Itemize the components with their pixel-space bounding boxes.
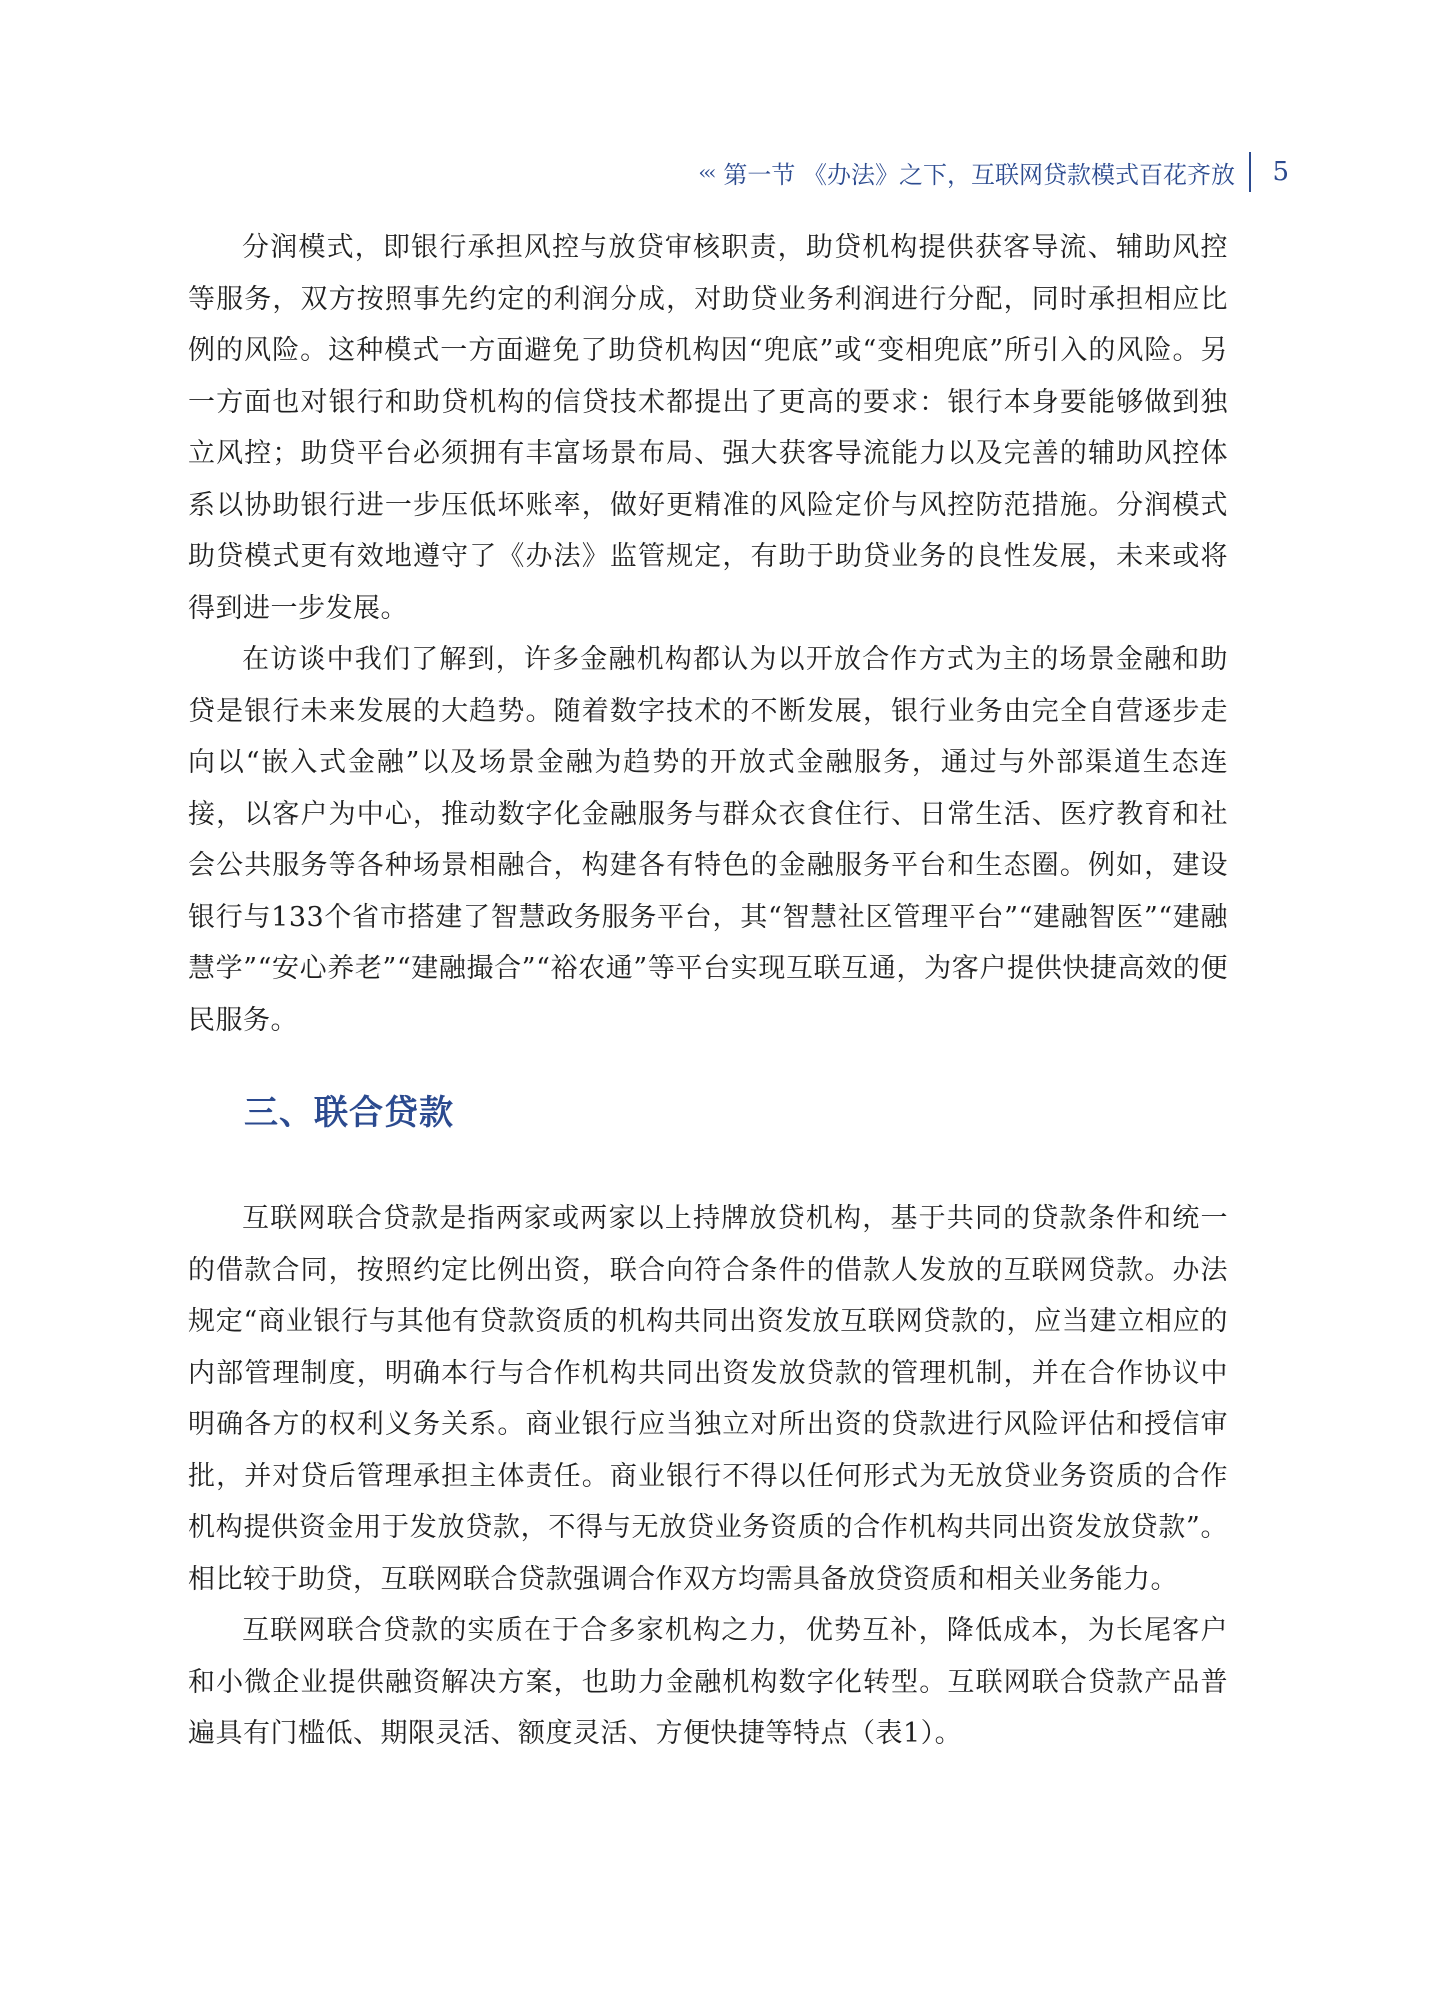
running-header — [698, 152, 1289, 192]
paragraph: 互联网联合贷款是指两家或两家以上持牌放贷机构，基于共同的贷款条件和统一的借款合同，按照约定比例出资，联合向符合条件的借款人发放的互联网贷款。办法规定“商业银行与其他有贷款资质的机构共同出资发放互联网贷款的，应当建立相应的内部管理制度，明确本行与合作机构共同出资发放贷款的管理机制，并在合作协议中明确各方的权利义务关系。商业银行应当独立对所出资的贷款进行风险评估和授信审批，并对贷后管理承担主体责任。商业银行不得以任何形式为无放贷业务资质的合作机构提供资金用于发放贷款，不得与无放贷业务资质的合作机构共同出资发放贷款”。相比较于助贷，互联网联合贷款强调合作双方均需具备放贷资质和相关业务能力。 — [188, 1203, 1228, 1595]
chevron-marks-icon: ‹‹‹ — [698, 160, 714, 184]
body-text-bottom — [188, 1193, 1228, 1760]
paragraph: 互联网联合贷款的实质在于合多家机构之力，优势互补，降低成本，为长尾客户和小微企业提供融资解决方案，也助力金融机构数字化转型。互联网联合贷款产品普遍具有门槛低、期限灵活、额度灵活、方便快捷等特点（表1）。 — [188, 1615, 1228, 1749]
section-heading: 三、联合贷款 — [244, 1093, 454, 1133]
header-divider — [1249, 152, 1251, 192]
paragraph: 分润模式，即银行承担风控与放贷审核职责，助贷机构提供获客导流、辅助风控等服务，双方按照事先约定的利润分成，对助贷业务利润进行分配，同时承担相应比例的风险。这种模式一方面避免了助贷机构因“兜底”或“变相兜底”所引入的风险。另一方面也对银行和助贷机构的信贷技术都提出了更高的要求：银行本身要能够做到独立风控；助贷平台必须拥有丰富场景布局、强大获客导流能力以及完善的辅助风控体系以协助银行进一步压低坏账率，做好更精准的风险定价与风控防范措施。分润模式助贷模式更有效地遵守了《办法》监管规定，有助于助贷业务的良性发展，未来或将得到进一步发展。 — [188, 232, 1228, 624]
header-title: 第一节 《办法》之下，互联网贷款模式百花齐放 — [723, 160, 1235, 189]
paragraph: 在访谈中我们了解到，许多金融机构都认为以开放合作方式为主的场景金融和助贷是银行未来发展的大趋势。随着数字技术的不断发展，银行业务由完全自营逐步走向以“嵌入式金融”以及场景金融为趋势的开放式金融服务，通过与外部渠道生态连接，以客户为中心，推动数字化金融服务与群众衣食住行、日常生活、医疗教育和社会公共服务等各种场景相融合，构建各有特色的金融服务平台和生态圈。例如，建设银行与133个省市搭建了智慧政务服务平台，其“智慧社区管理平台”“建融智医”“建融慧学”“安心养老”“建融撮合”“裕农通”等平台实现互联互通，为客户提供快捷高效的便民服务。 — [188, 644, 1228, 1036]
page-number: 5 — [1272, 157, 1289, 187]
body-text-top — [188, 222, 1228, 1046]
